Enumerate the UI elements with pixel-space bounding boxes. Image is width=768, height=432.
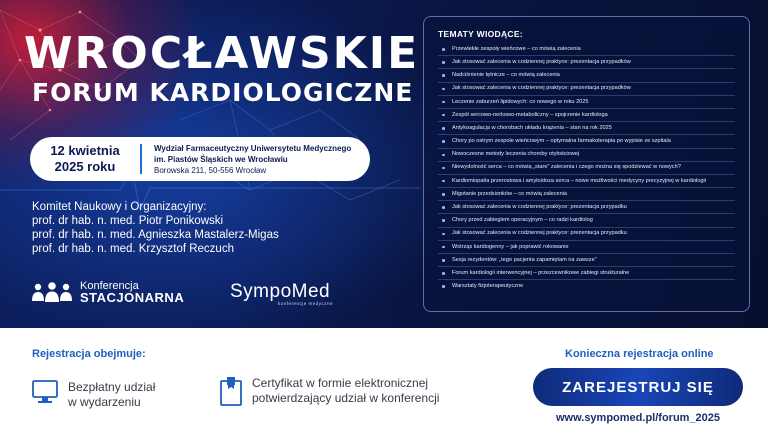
committee-heading: Komitet Naukowy i Organizacyjny:	[32, 201, 207, 213]
topic-item: Niewydolność serca – co mówią „stare” zalecenia i czego można się spodziewać w nowych?	[438, 162, 735, 175]
title-line-2: FORUM KARDIOLOGICZNE	[32, 78, 414, 107]
topics-panel	[423, 16, 750, 312]
conference-label-top: Konferencja	[80, 280, 139, 292]
event-date-year: 2025 roku	[54, 159, 116, 174]
registration-includes-title: Rejestracja obejmuje:	[32, 348, 146, 360]
topic-item: Nowoczesne metody leczenia choroby otyłościowej	[438, 149, 735, 162]
topic-item: Nadciśnienie tętnicze – co mówią zalecenia	[438, 69, 735, 82]
topic-item: Sesja rezydentów: „tego pacjenta zapamiętam na zawsze”	[438, 254, 735, 267]
sympomed-logo: SympoMed	[230, 281, 331, 302]
committee-member: prof. dr hab. n. med. Piotr Ponikowski	[32, 215, 224, 227]
topic-item: Chory po ostrym zespole wieńcowym – optymalna farmakoterapia po wypisie ze szpitala	[438, 135, 735, 148]
topic-item: Chory przed zabiegiem operacyjnym – co radzi kardiolog	[438, 214, 735, 227]
topics-title: TEMATY WIODĄCE:	[438, 29, 523, 39]
venue-line-2: im. Piastów Śląskich we Wrocławiu	[154, 154, 288, 164]
registration-url-link[interactable]: www.sympomed.pl/forum_2025	[556, 412, 721, 424]
register-button[interactable]: ZAREJESTRUJ SIĘ	[533, 368, 743, 406]
benefit1-line1: Bezpłatny udział	[68, 380, 156, 394]
benefit1-line2: w wydarzeniu	[68, 395, 141, 409]
topic-item: Wstrząs kardiogenny – jak poprawić rokowanie	[438, 241, 735, 254]
benefit-certificate	[220, 376, 439, 406]
committee-member: prof. dr hab. n. med. Agnieszka Mastalerz-Migas	[32, 229, 279, 241]
topic-item: Warsztaty fizjoterapeutyczne	[438, 280, 735, 292]
registration-section	[0, 328, 768, 432]
monitor-icon	[32, 380, 58, 404]
topic-item: Leczenie zaburzeń lipidowych: co nowego w roku 2025	[438, 96, 735, 109]
event-date	[30, 143, 140, 175]
benefit2-line1: Certyfikat w formie elektronicznej	[252, 376, 429, 390]
benefit2-line2: potwierdzający udział w konferencji	[252, 391, 440, 405]
topic-item: Jak stosować zalecenia w codziennej praktyce: prezentacja przypadku	[438, 228, 735, 241]
topic-item: Jak stosować zalecenia w codziennej praktyce: prezentacja przypadków	[438, 83, 735, 96]
topic-item: Migotanie przedsionków – co mówią zalecenia	[438, 188, 735, 201]
venue-address: Borowska 211, 50-556 Wrocław	[154, 165, 267, 175]
topic-item: Jak stosować zalecenia w codziennej praktyce: prezentacja przypadków	[438, 56, 735, 69]
people-group-icon	[30, 281, 74, 303]
event-info-pill	[30, 137, 370, 181]
topic-item: Kardiomiopatia przerostowa i amyloidoza serca – nowe możliwości medycyny precyzyjnej w kardiologii	[438, 175, 735, 188]
conference-type-badge	[30, 280, 184, 304]
event-date-day: 12 kwietnia	[50, 143, 120, 158]
topic-item: Antykoagulacja w chorobach układu krążenia – stan na rok 2025	[438, 122, 735, 135]
topic-item: Forum kardiologii interwencyjnej – przezcewnikowe zabiegi strukturalne	[438, 267, 735, 280]
certificate-icon	[220, 376, 242, 406]
topic-item: Jak stosować zalecenia w codziennej praktyce: prezentacja przypadku	[438, 201, 735, 214]
venue-line-1: Wydział Farmaceutyczny Uniwersytetu Medycznego	[154, 143, 352, 153]
sympomed-logo-subtitle: konferencje medyczne	[278, 301, 334, 306]
event-venue	[142, 143, 351, 176]
title-line-1: WROCŁAWSKIE	[24, 28, 420, 79]
topic-item: Zespół sercowo-nerkowo-metaboliczny – spojrzenie kardiologa	[438, 109, 735, 122]
topics-list	[438, 43, 735, 293]
benefit-free-participation	[32, 380, 155, 410]
conference-label-bottom: STACJONARNA	[80, 290, 185, 305]
committee-member: prof. dr hab. n. med. Krzysztof Reczuch	[32, 243, 234, 255]
topic-item: Przewlekłe zespoły wieńcowe – co mówią zalecenia	[438, 43, 735, 56]
online-registration-title: Konieczna rejestracja online	[565, 348, 714, 360]
committee-block	[32, 200, 279, 256]
